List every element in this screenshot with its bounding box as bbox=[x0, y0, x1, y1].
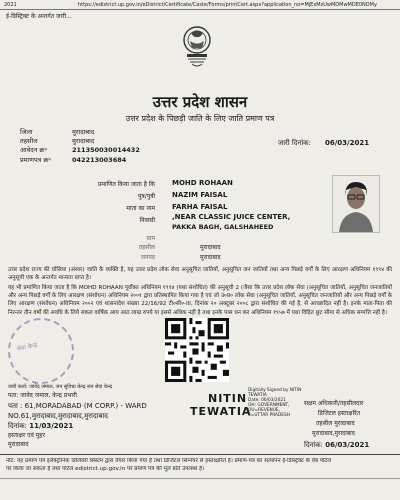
sign-label: हस्ताक्षर एवं मुहर bbox=[8, 432, 45, 439]
district-label: जिला bbox=[20, 128, 33, 136]
district-value: मुरादाबाद bbox=[72, 128, 95, 136]
officer-date-row bbox=[304, 441, 369, 449]
print-year: 2021 bbox=[4, 2, 17, 8]
village-label: ग्राम bbox=[146, 235, 155, 242]
tehsil-value: मुरादाबाद bbox=[72, 137, 95, 145]
officer-tehsil: तहसील मुरादाबाद bbox=[316, 420, 355, 427]
application-number-row bbox=[20, 146, 140, 154]
father-label: पुत्र/पुत्री bbox=[137, 193, 155, 200]
digital-signature-details bbox=[248, 388, 301, 418]
signed-note: ई-डिस्ट्रिक्ट के अन्तर्गत जारी... bbox=[6, 13, 72, 20]
qr-code-icon bbox=[165, 318, 229, 382]
issuer-address-line-1: पता : 61,MORADABAD (M CORP.) - WARD bbox=[8, 402, 147, 410]
tehsil-row bbox=[20, 137, 94, 145]
emblem-of-india-icon bbox=[180, 24, 214, 74]
digital-sig-line-5: OU=REVENUE, bbox=[248, 408, 280, 413]
officer-title: सक्षम अधिकारी/तहसीलदार bbox=[304, 400, 364, 407]
tehsil-label-2: तहसील bbox=[138, 244, 155, 251]
mother-label: माता का नाम bbox=[126, 205, 155, 212]
officer-district: मुरादाबाद,मुरादाबाद bbox=[312, 430, 355, 437]
sign-place: मुरादाबाद bbox=[8, 441, 29, 448]
seal-stamp bbox=[2, 312, 80, 390]
issuer-line-2: पता: जावेद जमाल, केन्द्र प्रभारी bbox=[8, 392, 77, 399]
district-label-2: जनपद bbox=[140, 254, 155, 261]
digital-sig-line-2: TEWATIA bbox=[248, 393, 267, 398]
district-row bbox=[20, 128, 94, 136]
name-value: MOHD ROHAAN bbox=[172, 179, 233, 187]
digital-sig-line-4: ОН: GOVERNMENT, bbox=[248, 403, 290, 408]
footer-note-1: नोट: यह प्रमाण पत्र इलेक्ट्रॉनिक डिलिवरी सिस्टम द्वारा तैयार किया गया है तथा डिजिटल सिग्नेचर से हस्ताक्षरित है। प्रमाण-पत्र का सत्यापन ई-डिस्ट्रिक्ट के वेब पोर्टल bbox=[6, 458, 332, 464]
print-url: https://edistrict.up.gov.in/eDistrict/Certificate/Caste/Forms/printCert.aspx?application_no=MjExMzUwMDMwMDE0NDMy bbox=[78, 2, 377, 8]
certificate-number-value: 042213003684 bbox=[72, 156, 127, 164]
issued-date-row bbox=[8, 422, 73, 430]
officer-date-value: 06/03/2021 bbox=[325, 441, 370, 449]
certificate-number-row bbox=[20, 156, 126, 164]
issued-date-label: दिनांक: bbox=[8, 422, 27, 430]
residence-label: निवासी bbox=[139, 217, 155, 224]
application-number-value: 211350030014432 bbox=[72, 146, 140, 154]
stamp-text: सेवा केन्द्र bbox=[16, 341, 38, 353]
district-value-2: मुरादाबाद bbox=[200, 254, 221, 261]
tehsil-label: तहसील bbox=[20, 137, 38, 145]
issuer-line-1: जारी कर्ता: जावेद जमाल, जन सुविधा केन्द्र जन सेवा केन्द्र bbox=[8, 384, 113, 390]
issued-date-value: 11/03/2021 bbox=[29, 422, 74, 430]
applicant-photo bbox=[332, 175, 380, 233]
digital-sig-line-6: S=UTTAR PRADESH bbox=[248, 413, 290, 418]
certificate-title: उत्तर प्रदेश शासन bbox=[152, 93, 248, 111]
digital-sig-line-1: Digitally Signed by NITIN bbox=[248, 388, 302, 393]
footer-note-2: पर किया जा सकता है तथा पोर्टल edistrict.up.gov.in पर प्रमाण पत्र की मूल प्रति उपलब्ध है। bbox=[6, 466, 205, 472]
digital-sig-line-3: Date: 06/03/2021 bbox=[248, 398, 286, 403]
issue-date-label: जारी दिनांक: bbox=[278, 139, 311, 147]
address-line-2: PAKKA BAGH, GALSHAHEED bbox=[172, 223, 274, 231]
issuer-address-line-2: NO.61,मुरादाबाद,मुरादाबाद,मुरादाबाद bbox=[8, 412, 109, 420]
name-label: प्रमाणित किया जाता है कि bbox=[97, 181, 155, 188]
father-value: NAZIM FAISAL bbox=[172, 191, 228, 199]
officer-date-label: दिनांक: bbox=[304, 441, 323, 449]
signer-name-line-2: TEWATIA bbox=[190, 405, 252, 418]
tehsil-value-2: मुरादाबाद bbox=[200, 244, 221, 251]
issue-date-value: 06/03/2021 bbox=[325, 139, 370, 147]
officer-office: डिजिटल हस्ताक्षरित bbox=[318, 410, 360, 417]
certificate-number-label: प्रमाणपत्र क्र॰ bbox=[20, 156, 52, 164]
signer-name-line-1: NITIN bbox=[208, 392, 248, 405]
certification-paragraph: यह भी प्रमाणित किया जाता है कि MOHD ROHAAN पूर्वोक्त अधिनियम १९९४ (यथा संशोधित) की अनुसूची 2 (जैसा कि उत्तर प्रदेश लोक सेवा (अनुसूचित जातियों, अनुसूचित जनजातियों और अन्य पिछड़े वर्गों के लिए आरक्षण (संशोधन) अधिनियम २००१ द्वारा प्रतिस्थापित किया गया है एवं जो उ०प्र० लोक सेवा (अनुसूचित जातियों, अनुसूचित जनजातियों और अन्य पिछड़े वर्गों के लिए आरक्षण (संशोधन) अधिनियम २००२ एवं शासनादेश संख्या 22/16/92 टी०सी०-III, दिनांक २० अक्टूबर २००८ द्वारा संशोधित की गई है, से आच्छादित नहीं है। इनके माता-पिता की निरन्तर तीन वर्षों की अवधि के लिये सकल वार्षिक आय आठ लाख रुपये या इससे अधिक नहीं है तथा इनके पास धन कर अधिनियम १९५७ में यथा विहित छूट सीमा से अधिक सम्पत्ति नहीं है। bbox=[8, 285, 392, 316]
application-number-label: आवेदन क्र॰ bbox=[20, 146, 48, 154]
address-line-1: ,NEAR CLASSIC JUICE CENTER, bbox=[172, 213, 291, 221]
caste-paragraph: उत्तर प्रदेश राज्य की घोसिया (अंसार) जाति के व्यक्ति है, यह उत्तर प्रदेश लोक सेवा अनुसूचित जातियों, अनुसूचित जन जातियों तथा अन्य पिछड़े वर्गों के लिए आरक्षण अधिनियम १९९४ की अनुसूची एक के अन्तर्गत मान्यता प्राप्त है। bbox=[8, 267, 392, 282]
mother-value: FARHA FAISAL bbox=[172, 203, 228, 211]
certificate-subtitle: उत्तर प्रदेश के पिछड़ी जाति के लिए जाति प्रमाण पत्र bbox=[125, 114, 275, 123]
